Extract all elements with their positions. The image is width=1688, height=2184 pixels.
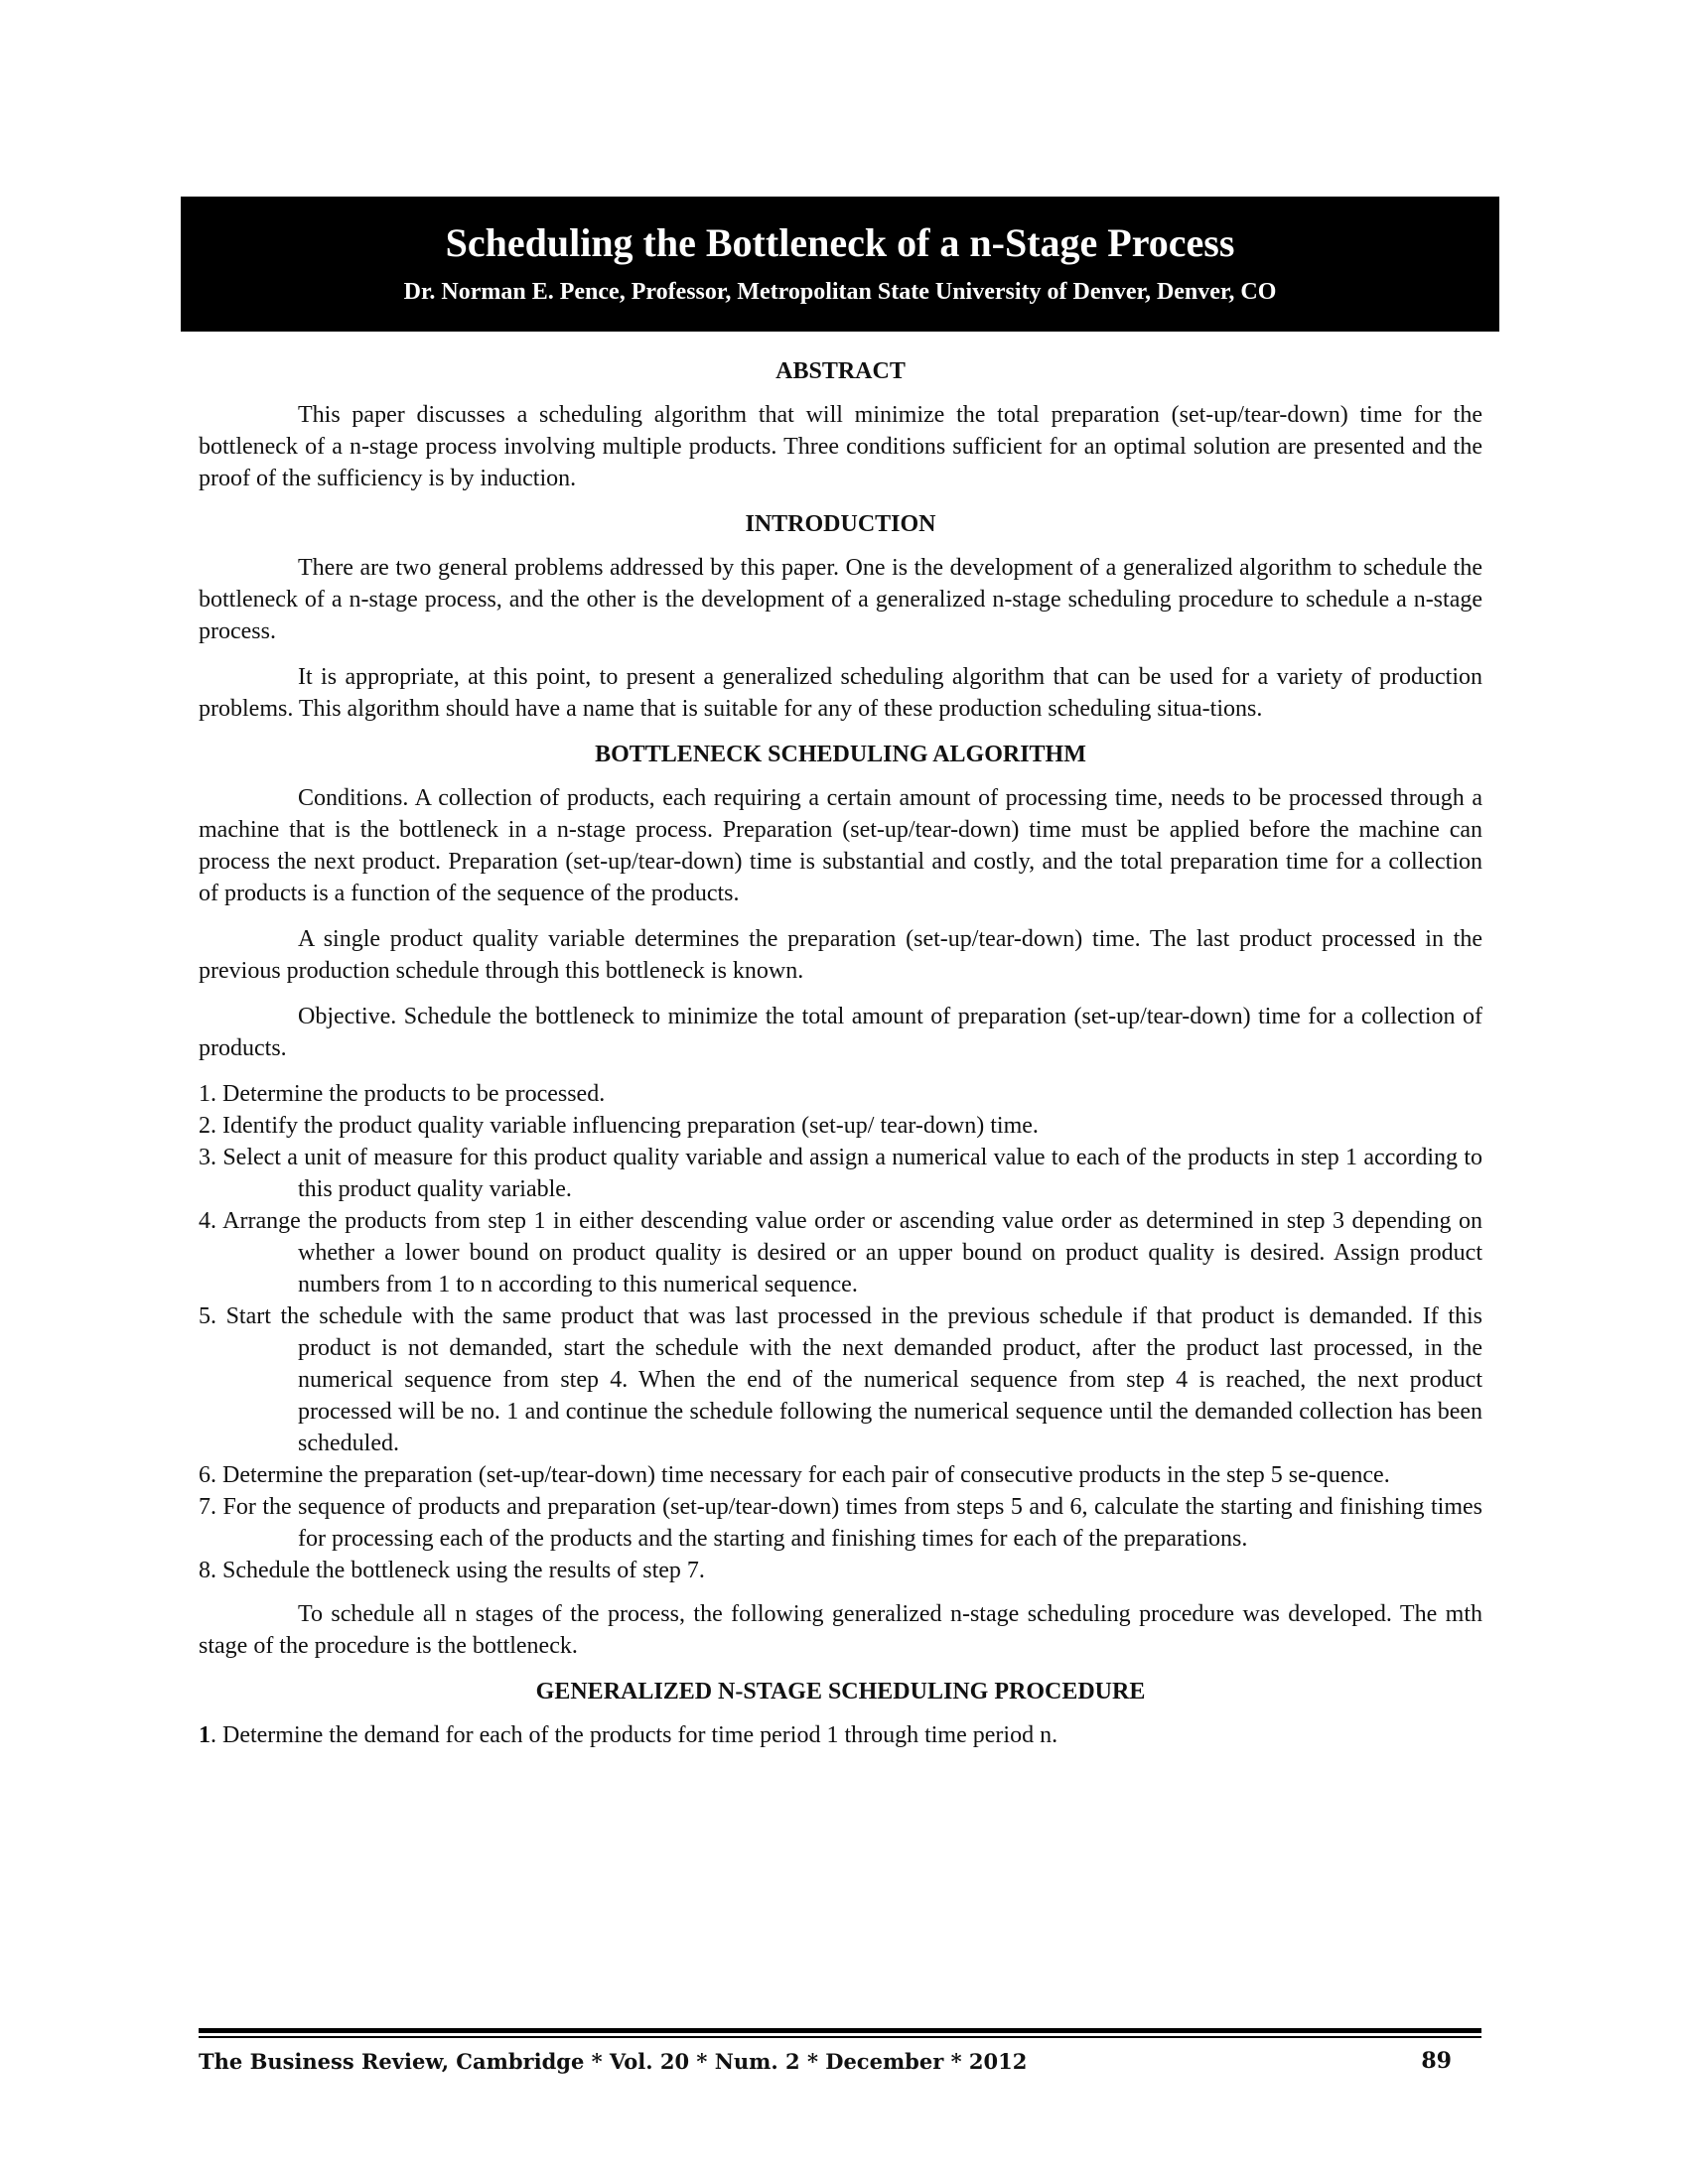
- intro-paragraph-2: It is appropriate, at this point, to present a generalized scheduling algorithm that can be used for a variety of production problems. This algorithm should have a name that is suitable for any of these production scheduling situa-tions.: [199, 664, 1482, 722]
- paper-title: Scheduling the Bottleneck of a n-Stage Process: [445, 220, 1235, 265]
- procedure-step-text: . Determine the demand for each of the products for time period 1 through time period n.: [211, 1722, 1058, 1748]
- title-banner: [181, 197, 1499, 332]
- abstract-text: This paper discusses a scheduling algorithm that will minimize the total preparation (set-up/tear-down) time for the bottleneck of a n-stage process involving multiple products. Three conditions sufficient for an optimal solution are presented and the proof of the sufficiency is by induction.: [199, 402, 1482, 491]
- procedure-step-1: [199, 1719, 1482, 1751]
- objective-paragraph: Objective. Schedule the bottleneck to minimize the total amount of preparation (set-up/tear-down) time for a collection of products.: [199, 1004, 1482, 1061]
- quality-variable-paragraph: A single product quality variable determines the preparation (set-up/tear-down) time. The last product processed in the previous production schedule through this bottleneck is known.: [199, 926, 1482, 984]
- algorithm-step: 5. Start the schedule with the same product that was last processed in the previous schedule if that product is demanded. If this product is not demanded, start the schedule with the next demanded product, after the product last processed, in the numerical sequence from step 4. When the end of the numerical sequence from step 4 is reached, the next product processed will be no. 1 and continue the schedule following the numerical sequence until the demanded collection has been scheduled.: [199, 1303, 1482, 1456]
- algorithm-step: 7. For the sequence of products and preparation (set-up/tear-down) times from steps 5 and 6, calculate the starting and finishing times for processing each of the products and the starting and finishing times for each of the preparations.: [199, 1494, 1482, 1552]
- footer-rule-thick: [199, 2028, 1481, 2033]
- abstract-heading: ABSTRACT: [775, 358, 906, 384]
- page-footer: [199, 2028, 1481, 2074]
- introduction-heading: INTRODUCTION: [745, 511, 936, 537]
- closing-paragraph: To schedule all n stages of the process, the following generalized n-stage scheduling procedure was developed. The mth stage of the procedure is the bottleneck.: [199, 1601, 1482, 1659]
- page-number: 89: [1421, 2048, 1452, 2074]
- procedure-heading: GENERALIZED N-STAGE SCHEDULING PROCEDURE: [535, 1679, 1146, 1705]
- intro-paragraph-1: There are two general problems addressed by this paper. One is the development of a generalized algorithm to schedule the bottleneck of a n-stage process, and the other is the development of a generalized n-stage scheduling procedure to schedule a n-stage process.: [199, 555, 1482, 644]
- algorithm-step: 4. Arrange the products from step 1 in either descending value order or ascending value order as determined in step 3 depending on whether a lower bound on product quality is desired or an upper bound on product quality is desired. Assign product numbers from 1 to n according to this numerical sequence.: [199, 1208, 1482, 1297]
- algorithm-steps: [199, 1078, 1482, 1586]
- algorithm-heading: BOTTLENECK SCHEDULING ALGORITHM: [595, 742, 1086, 767]
- footer-row: [199, 2048, 1481, 2074]
- paper-body: [199, 355, 1482, 1751]
- footer-rule-thin: [199, 2036, 1481, 2038]
- conditions-paragraph: Conditions. A collection of products, each requiring a certain amount of processing time, needs to be processed through a machine that is the bottleneck in a n-stage process. Preparation (set-up/tear-down) time must be applied before the machine can process the next product. Preparation (set-up/tear-down) time is substantial and costly, and the total preparation time for a collection of products is a function of the sequence of the products.: [199, 785, 1482, 906]
- author-line: Dr. Norman E. Pence, Professor, Metropolitan State University of Denver, Denver, CO: [403, 279, 1277, 305]
- algorithm-step: 2. Identify the product quality variable influencing preparation (set-up/ tear-down) time.: [199, 1113, 1039, 1139]
- journal-citation: The Business Review, Cambridge * Vol. 20 * Num. 2 * December * 2012: [199, 2048, 1028, 2074]
- algorithm-step: 6. Determine the preparation (set-up/tear-down) time necessary for each pair of consecutive products in the step 5 se-quence.: [199, 1462, 1390, 1488]
- procedure-step-number: 1: [199, 1722, 211, 1748]
- algorithm-step: 3. Select a unit of measure for this product quality variable and assign a numerical value to each of the products in step 1 according to this product quality variable.: [199, 1145, 1482, 1202]
- algorithm-step: 1. Determine the products to be processed.: [199, 1081, 606, 1107]
- algorithm-step: 8. Schedule the bottleneck using the results of step 7.: [199, 1558, 705, 1583]
